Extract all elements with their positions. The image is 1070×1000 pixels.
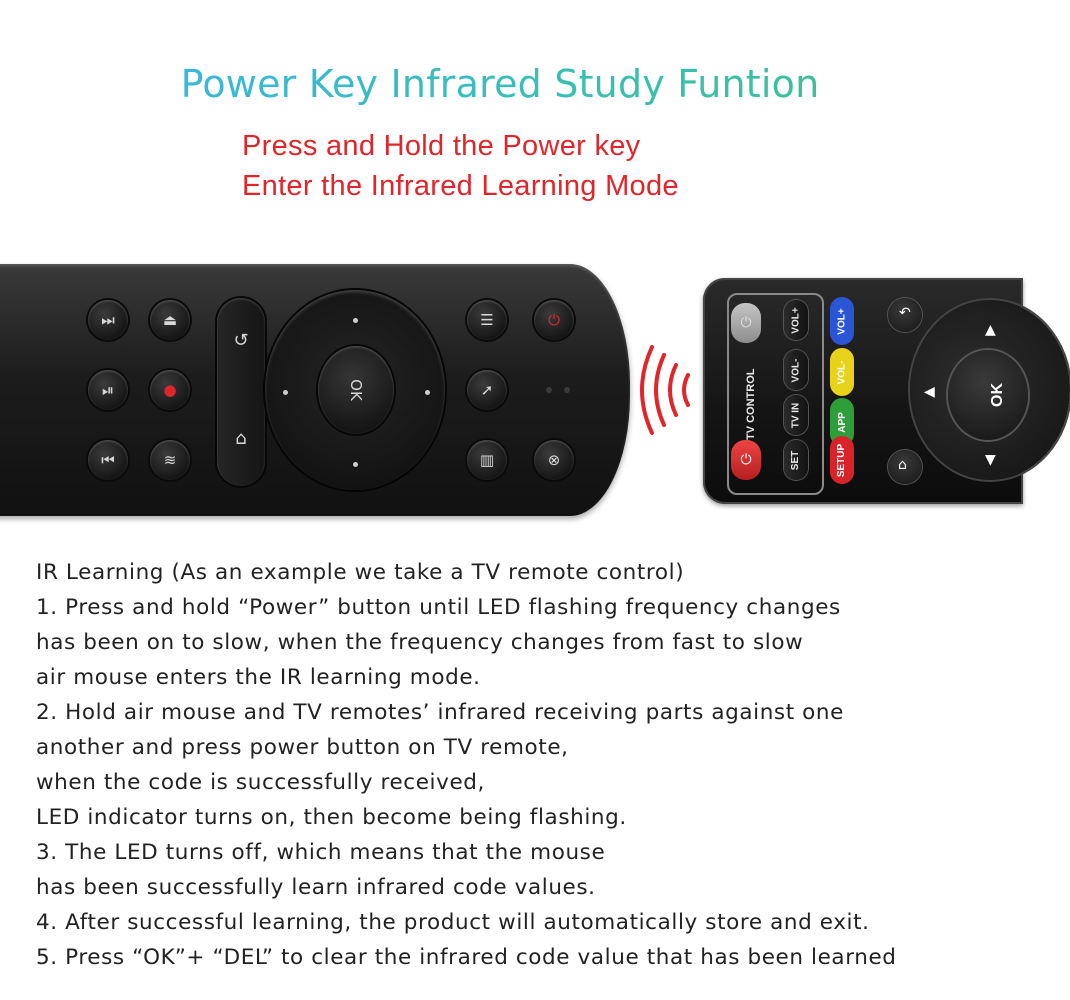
back-home-rocker xyxy=(217,298,265,486)
instructions-text xyxy=(36,558,986,978)
skip-forward-button[interactable] xyxy=(88,300,128,340)
ok-button[interactable] xyxy=(318,346,394,434)
tv-learned-power-button[interactable] xyxy=(731,303,761,343)
key-label: VOL- xyxy=(836,360,848,384)
ir-sensor xyxy=(564,387,570,393)
instruction-line: 4. After successful learning, the product will automatically store and exit. xyxy=(36,910,870,935)
power-button[interactable] xyxy=(534,300,574,340)
home-button[interactable] xyxy=(217,428,265,449)
instruction-line: another and press power button on TV remote, xyxy=(36,735,569,760)
power-icon: ⏻ xyxy=(740,315,752,331)
mute-button[interactable] xyxy=(534,440,574,480)
mute-icon: ⊗ xyxy=(547,451,561,469)
instruction-line: 2. Hold air mouse and TV remotes’ infrared receiving parts against one xyxy=(36,700,844,725)
tv-dpad-down-icon[interactable]: ▼ xyxy=(985,452,996,468)
back-button[interactable] xyxy=(217,330,265,351)
microphone-button[interactable] xyxy=(150,370,190,410)
instruction-line: LED indicator turns on, then become being flashing. xyxy=(36,805,627,830)
voice-icon: ≋ xyxy=(163,451,177,469)
subtitle-line-1: Press and Hold the Power key xyxy=(242,130,641,162)
dpad-left[interactable] xyxy=(283,390,288,395)
instruction-line: when the code is successfully received, xyxy=(36,770,485,795)
color-vol-plus-button[interactable] xyxy=(830,297,854,345)
key-label: VOL+ xyxy=(836,307,848,335)
tv-set-button[interactable] xyxy=(784,440,808,480)
user-icon: ⏏ xyxy=(162,311,178,329)
user-button[interactable] xyxy=(150,300,190,340)
led-indicator xyxy=(546,387,552,393)
dpad-down[interactable] xyxy=(353,462,358,467)
skip-back-icon: ⏮ xyxy=(101,451,115,469)
microphone-icon: ● xyxy=(163,381,177,399)
instruction-line: has been on to slow, when the frequency changes from fast to slow xyxy=(36,630,804,655)
tv-dpad-up-icon[interactable]: ▲ xyxy=(985,322,996,338)
tv-control-label: TV CONTROL xyxy=(745,368,757,440)
menu-button[interactable] xyxy=(467,300,507,340)
ok-label: OK xyxy=(347,379,365,401)
infrared-signal-icon xyxy=(636,345,706,435)
skip-forward-icon: ⏭ xyxy=(101,311,115,329)
key-label: VOL- xyxy=(790,358,802,382)
power-icon: ⏻ xyxy=(740,452,752,468)
instruction-line: air mouse enters the IR learning mode. xyxy=(36,665,481,690)
instruction-line: 3. The LED turns off, which means that the mouse xyxy=(36,840,606,865)
power-icon: ⏻ xyxy=(548,311,560,329)
page-title: Power Key Infrared Study Funtion xyxy=(0,62,1000,106)
cursor-icon: ➚ xyxy=(480,381,494,399)
volume-bars-icon: ▥ xyxy=(479,451,495,469)
tv-input-button[interactable] xyxy=(784,395,808,435)
key-label: VOL+ xyxy=(790,306,802,334)
key-label: SETUP xyxy=(836,443,848,477)
ok-label: OK xyxy=(989,383,1006,407)
color-vol-minus-button[interactable] xyxy=(830,348,854,396)
menu-icon: ☰ xyxy=(480,311,494,329)
home-icon: ⌂ xyxy=(235,428,247,449)
instruction-line: 5. Press “OK”+ “DEL” to clear the infrared code value that has been learned xyxy=(36,945,897,970)
instruction-line: 1. Press and hold “Power” button until LED flashing frequency changes xyxy=(36,595,841,620)
play-pause-button[interactable] xyxy=(88,370,128,410)
key-label: APP xyxy=(836,411,848,433)
dpad-right[interactable] xyxy=(425,390,430,395)
instruction-line: has been successfully learn infrared code values. xyxy=(36,875,596,900)
key-label: SET xyxy=(790,450,802,470)
play-pause-icon: ⏯ xyxy=(101,381,114,399)
back-icon: ↶ xyxy=(899,305,911,321)
home-icon: ⌂ xyxy=(898,457,907,473)
subtitle-line-2: Enter the Infrared Learning Mode xyxy=(242,170,679,202)
volume-bars-button[interactable] xyxy=(467,440,507,480)
instruction-heading: IR Learning (As an example we take a TV remote control) xyxy=(36,560,685,585)
dpad-up[interactable] xyxy=(353,318,358,323)
mouse-button[interactable] xyxy=(467,370,507,410)
voice-button[interactable] xyxy=(150,440,190,480)
tv-vol-plus-button[interactable] xyxy=(784,300,808,340)
setup-button[interactable] xyxy=(830,436,854,484)
back-icon: ↺ xyxy=(233,330,249,351)
skip-back-button[interactable] xyxy=(88,440,128,480)
tv-dpad-left-icon[interactable]: ◀ xyxy=(924,384,935,400)
tv-power-button[interactable] xyxy=(731,440,761,480)
tv-vol-minus-button[interactable] xyxy=(784,350,808,390)
tv-ok-button[interactable] xyxy=(948,350,1028,440)
key-label: TV IN xyxy=(790,402,802,428)
